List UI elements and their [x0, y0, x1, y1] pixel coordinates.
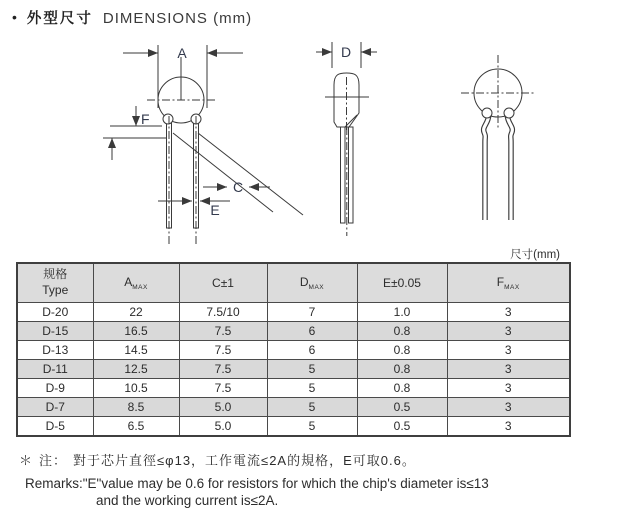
cell-e: 0.8 [357, 360, 447, 379]
cell-type: D-11 [17, 360, 93, 379]
side-lead-right [349, 127, 354, 223]
cell-d-max: 5 [267, 417, 357, 437]
cell-f-max: 3 [447, 341, 570, 360]
coating-bump-left [163, 114, 173, 124]
col-header-a-sub: MAX [132, 284, 148, 291]
dimensions-table [16, 262, 571, 437]
cell-c: 7.5 [179, 379, 267, 398]
cell-d-max: 5 [267, 379, 357, 398]
cell-type: D-20 [17, 303, 93, 322]
cell-a-max: 12.5 [93, 360, 179, 379]
cell-c: 7.5 [179, 322, 267, 341]
cell-f-max: 3 [447, 360, 570, 379]
section-title [12, 7, 252, 28]
cell-c: 5.0 [179, 417, 267, 437]
cell-type: D-15 [17, 322, 93, 341]
cell-type: D-13 [17, 341, 93, 360]
dim-f-label: F [141, 111, 150, 127]
col-header-type-zh: 规格 [43, 267, 68, 282]
cell-d-max: 7 [267, 303, 357, 322]
cell-d-max: 6 [267, 341, 357, 360]
section-title-en: DIMENSIONS (mm) [102, 10, 253, 27]
col-header-e: E±0.05 [357, 263, 447, 303]
side-lead-left [341, 127, 346, 223]
cell-e: 1.0 [357, 303, 447, 322]
cell-a-max: 8.5 [93, 398, 179, 417]
bullet-icon: • [12, 9, 17, 25]
dim-d-label: D [340, 44, 352, 60]
cell-c: 5.0 [179, 398, 267, 417]
cell-c: 7.5/10 [179, 303, 267, 322]
dim-a-label: A [177, 45, 187, 61]
note-zh-text: 對于芯片直徑≤φ13，工作電流≤2A的規格，E可取0.6。 [73, 453, 416, 468]
note-zh-label: 注： [39, 453, 68, 468]
cell-e: 0.8 [357, 341, 447, 360]
table-row [17, 360, 570, 379]
section-title-zh: 外型尺寸 [26, 11, 93, 27]
table-row [17, 303, 570, 322]
cell-c: 7.5 [179, 360, 267, 379]
note-en-line1: Remarks:"E"value may be 0.6 for resistors for which the chip's diameter is≤13 [25, 476, 489, 491]
kinked-view-drawing [461, 55, 536, 220]
c-ext-line-left [173, 133, 273, 212]
cell-e: 0.8 [357, 379, 447, 398]
cell-e: 0.5 [357, 398, 447, 417]
table-row [17, 322, 570, 341]
kinked-bump-right [504, 108, 514, 118]
dimension-drawings-canvas [0, 32, 644, 250]
side-view-drawing [316, 42, 377, 236]
table-row [17, 379, 570, 398]
table-body [17, 303, 570, 437]
cell-e: 0.5 [357, 417, 447, 437]
table-header [17, 263, 570, 303]
cell-a-max: 10.5 [93, 379, 179, 398]
col-header-c: C±1 [179, 263, 267, 303]
cell-c: 7.5 [179, 341, 267, 360]
dim-e-label: E [210, 202, 220, 218]
table-row [17, 341, 570, 360]
cell-a-max: 6.5 [93, 417, 179, 437]
col-header-a: $A_{MAX}$ [93, 263, 179, 303]
cell-a-max: 16.5 [93, 322, 179, 341]
col-header-type [17, 263, 93, 303]
cell-type: D-9 [17, 379, 93, 398]
note-en-line2: and the working current is≤2A. [96, 493, 279, 508]
table-row [17, 417, 570, 437]
col-header-d-sub: MAX [308, 284, 325, 291]
cell-a-max: 22 [93, 303, 179, 322]
col-header-type-en: Type [42, 283, 69, 297]
cell-f-max: 3 [447, 303, 570, 322]
note-zh [19, 450, 416, 469]
cell-type: D-5 [17, 417, 93, 437]
cell-type: D-7 [17, 398, 93, 417]
table-row [17, 398, 570, 417]
cell-f-max: 3 [447, 322, 570, 341]
cell-f-max: 3 [447, 379, 570, 398]
front-view-drawing [103, 45, 303, 244]
cell-d-max: 5 [267, 360, 357, 379]
col-header-f-sub: MAX [504, 284, 520, 291]
dim-c-label: C [232, 179, 244, 195]
cell-e: 0.8 [357, 322, 447, 341]
cell-f-max: 3 [447, 417, 570, 437]
cell-f-max: 3 [447, 398, 570, 417]
header-row [17, 263, 570, 303]
note-asterisk: ＊ [19, 453, 34, 468]
kinked-bump-left [482, 108, 492, 118]
cell-d-max: 6 [267, 322, 357, 341]
cell-a-max: 14.5 [93, 341, 179, 360]
unit-note: 尺寸(mm) [510, 249, 560, 261]
col-header-d: $D_{MAX}$ [267, 263, 357, 303]
col-header-f: $F_{MAX}$ [447, 263, 570, 303]
cell-d-max: 5 [267, 398, 357, 417]
